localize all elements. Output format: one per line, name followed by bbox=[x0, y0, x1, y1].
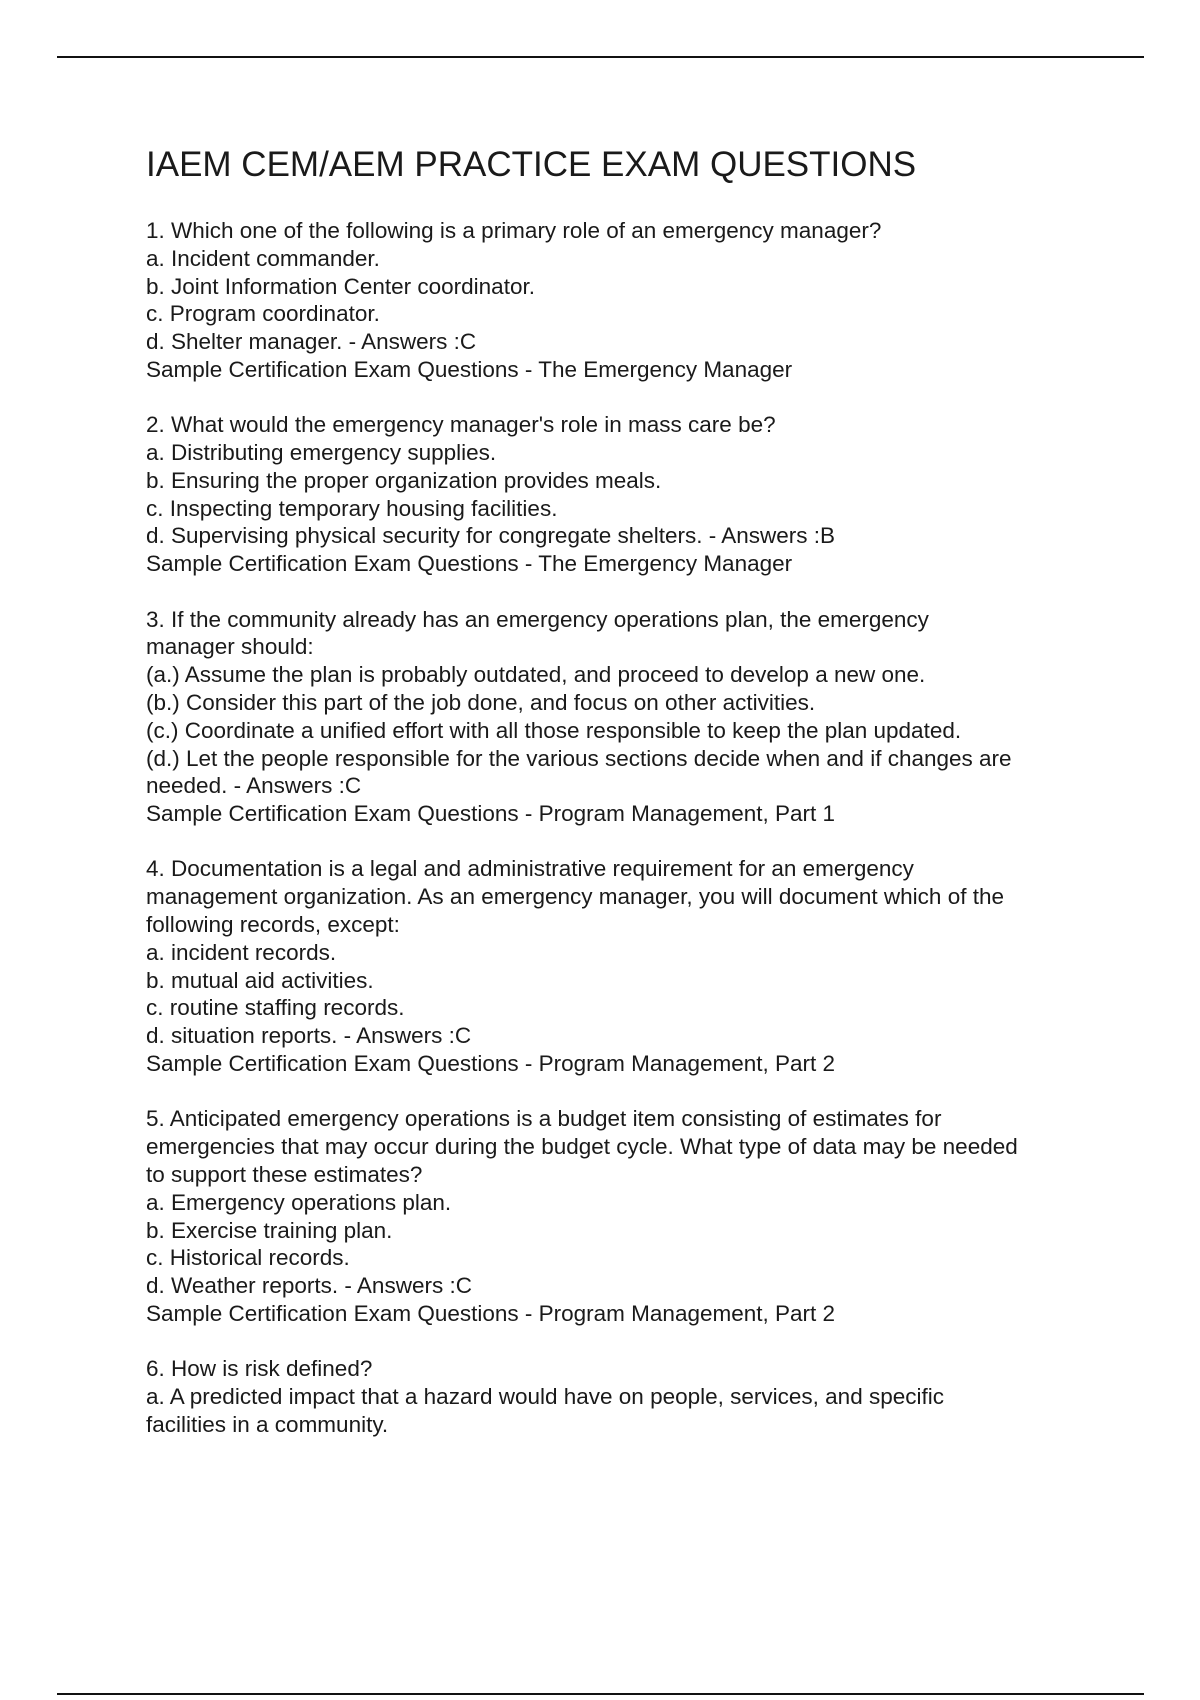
question-block bbox=[146, 1355, 1106, 1438]
question-line: Sample Certification Exam Questions - Program Management, Part 2 bbox=[146, 1051, 836, 1077]
question-line: Sample Certification Exam Questions - Program Management, Part 2 bbox=[146, 1300, 836, 1326]
question-line: Sample Certification Exam Questions - Program Management, Part 1 bbox=[146, 801, 836, 827]
question-line: (d.) Let the people responsible for the various sections decide when and if changes are bbox=[146, 745, 1012, 771]
question-line: to support these estimates? bbox=[146, 1161, 423, 1187]
question-line: b. Ensuring the proper organization provides meals. bbox=[146, 467, 662, 493]
question-line: b. mutual aid activities. bbox=[146, 967, 374, 993]
question-line: a. A predicted impact that a hazard would have on people, services, and specific bbox=[146, 1383, 944, 1409]
question-block bbox=[146, 1105, 1106, 1327]
question-line: 6. How is risk defined? bbox=[146, 1356, 373, 1382]
question-line: 3. If the community already has an emergency operations plan, the emergency bbox=[146, 606, 929, 632]
top-divider bbox=[57, 56, 1144, 58]
question-line: 5. Anticipated emergency operations is a budget item consisting of estimates for bbox=[146, 1106, 942, 1132]
question-block bbox=[146, 855, 1106, 1077]
question-line: c. Program coordinator. bbox=[146, 301, 380, 327]
question-line: d. Shelter manager. - Answers :C bbox=[146, 329, 477, 355]
question-line: Sample Certification Exam Questions - The Emergency Manager bbox=[146, 551, 793, 577]
question-line: manager should: bbox=[146, 634, 314, 660]
question-line: b. Exercise training plan. bbox=[146, 1217, 393, 1243]
question-line: 1. Which one of the following is a primary role of an emergency manager? bbox=[146, 218, 882, 243]
question-line: a. Emergency operations plan. bbox=[146, 1189, 452, 1215]
bottom-divider bbox=[57, 1693, 1144, 1695]
question-line: following records, except: bbox=[146, 912, 400, 938]
question-block bbox=[146, 411, 1106, 578]
question-line: d. Supervising physical security for congregate shelters. - Answers :B bbox=[146, 523, 836, 549]
page-title: IAEM CEM/AEM PRACTICE EXAM QUESTIONS bbox=[146, 145, 917, 184]
question-line: a. Distributing emergency supplies. bbox=[146, 440, 497, 466]
question-line: Sample Certification Exam Questions - The Emergency Manager bbox=[146, 356, 793, 382]
question-line: c. Historical records. bbox=[146, 1245, 350, 1271]
question-line: d. situation reports. - Answers :C bbox=[146, 1023, 472, 1049]
question-line: 2. What would the emergency manager's role in mass care be? bbox=[146, 412, 776, 438]
question-list bbox=[146, 217, 1106, 1439]
question-line: a. Incident commander. bbox=[146, 245, 380, 271]
question-line: c. Inspecting temporary housing facilities. bbox=[146, 495, 558, 521]
question-block bbox=[146, 606, 1106, 828]
question-line: c. routine staffing records. bbox=[146, 995, 405, 1021]
question-line: b. Joint Information Center coordinator. bbox=[146, 273, 535, 299]
question-line: a. incident records. bbox=[146, 939, 337, 965]
question-block bbox=[146, 217, 1106, 384]
question-line: needed. - Answers :C bbox=[146, 773, 362, 799]
question-line: (c.) Coordinate a unified effort with all those responsible to keep the plan updated. bbox=[146, 717, 962, 743]
question-line: (b.) Consider this part of the job done, and focus on other activities. bbox=[146, 689, 816, 715]
question-line: management organization. As an emergency manager, you will document which of the bbox=[146, 884, 1004, 910]
question-line: (a.) Assume the plan is probably outdated, and proceed to develop a new one. bbox=[146, 662, 926, 688]
question-line: facilities in a community. bbox=[146, 1411, 389, 1437]
question-line: d. Weather reports. - Answers :C bbox=[146, 1273, 472, 1299]
document-body bbox=[146, 140, 1106, 1466]
question-line: emergencies that may occur during the budget cycle. What type of data may be needed bbox=[146, 1134, 1018, 1160]
question-line: 4. Documentation is a legal and administrative requirement for an emergency bbox=[146, 856, 914, 882]
